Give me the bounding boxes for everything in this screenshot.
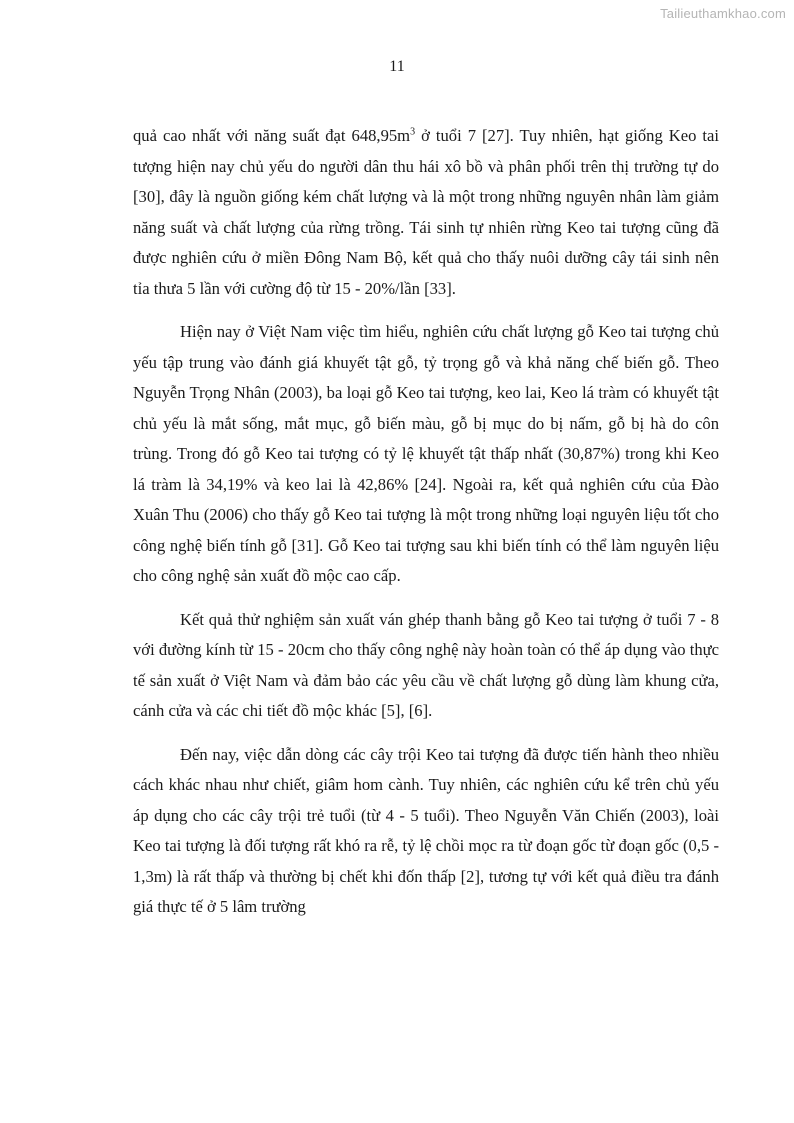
paragraph-1-text-cont: ở tuổi 7 [27]. Tuy nhiên, hạt giống Keo tai tượng hiện nay chủ yếu do người dân thu hái xô bồ và phân phối trên thị trường tự do [30], đây là nguồn giống kém chất lượng và là một trong những nguyên nhân làm giảm năng suất và chất lượng của rừng trồng. Tái sinh tự nhiên rừng Keo tai tượng cũng đã được nghiên cứu ở miền Đông Nam Bộ, kết quả cho thấy nuôi dưỡng cây tái sinh nên tỉa thưa 5 lần với cường độ từ 15 - 20%/lần [33]. (133, 126, 720, 298)
paragraph-1-text: quả cao nhất với năng suất đạt 648,95m (133, 126, 411, 145)
superscript: 3 (410, 126, 416, 138)
paragraph-2: Hiện nay ở Việt Nam việc tìm hiểu, nghiên cứu chất lượng gỗ Keo tai tượng chủ yếu tập trung vào đánh giá khuyết tật gỗ, tỷ trọng gỗ và khả năng chế biến gỗ. Theo Nguyễn Trọng Nhân (2003), ba loại gỗ Keo tai tượng, keo lai, Keo lá tràm có khuyết tật chủ yếu là mắt sống, mắt mục, gỗ biến màu, gỗ bị mục do bị nấm, gỗ bị hà do côn trùng. Trong đó gỗ Keo tai tượng có tỷ lệ khuyết tật thấp nhất (30,87%) trong khi Keo lá tràm là 34,19% và keo lai là 42,86% [24]. Ngoài ra, kết quả nghiên cứu của Đào Xuân Thu (2006) cho thấy gỗ Keo tai tượng là một trong những loại nguyên liệu tốt cho công nghệ biến tính gỗ [31]. Gỗ Keo tai tượng sau khi biến tính có thể làm nguyên liệu cho công nghệ sản xuất đồ mộc cao cấp. (133, 322, 719, 585)
paragraph-3: Kết quả thử nghiệm sản xuất ván ghép thanh bằng gỗ Keo tai tượng ở tuổi 7 - 8 với đường kính từ 15 - 20cm cho thấy công nghệ này hoàn toàn có thể áp dụng vào thực tế sản xuất ở Việt Nam và đảm bảo các yêu cầu về chất lượng gỗ dùng làm khung cửa, cánh cửa và các chi tiết đồ mộc khác [5], [6]. (133, 609, 719, 720)
document-body (133, 121, 719, 936)
watermark: Tailieuthamkhao.com (660, 6, 786, 21)
paragraph-1 (133, 121, 719, 304)
paragraph-4: Đến nay, việc dẫn dòng các cây trội Keo tai tượng đã được tiến hành theo nhiều cách khác nhau như chiết, giâm hom cành. Tuy nhiên, các nghiên cứu kể trên chủ yếu áp dụng cho các cây trội trẻ tuổi (từ 4 - 5 tuổi). Theo Nguyễn Văn Chiến (2003), loài Keo tai tượng là đối tượng rất khó ra rễ, tỷ lệ chồi mọc ra từ đoạn gốc từ đoạn gốc (0,5 - 1,3m) là rất thấp và thường bị chết khi đốn thấp [2], tương tự với kết quả điều tra đánh giá thực tế ở 5 lâm trường (133, 744, 719, 916)
page-number: 11 (389, 58, 405, 75)
